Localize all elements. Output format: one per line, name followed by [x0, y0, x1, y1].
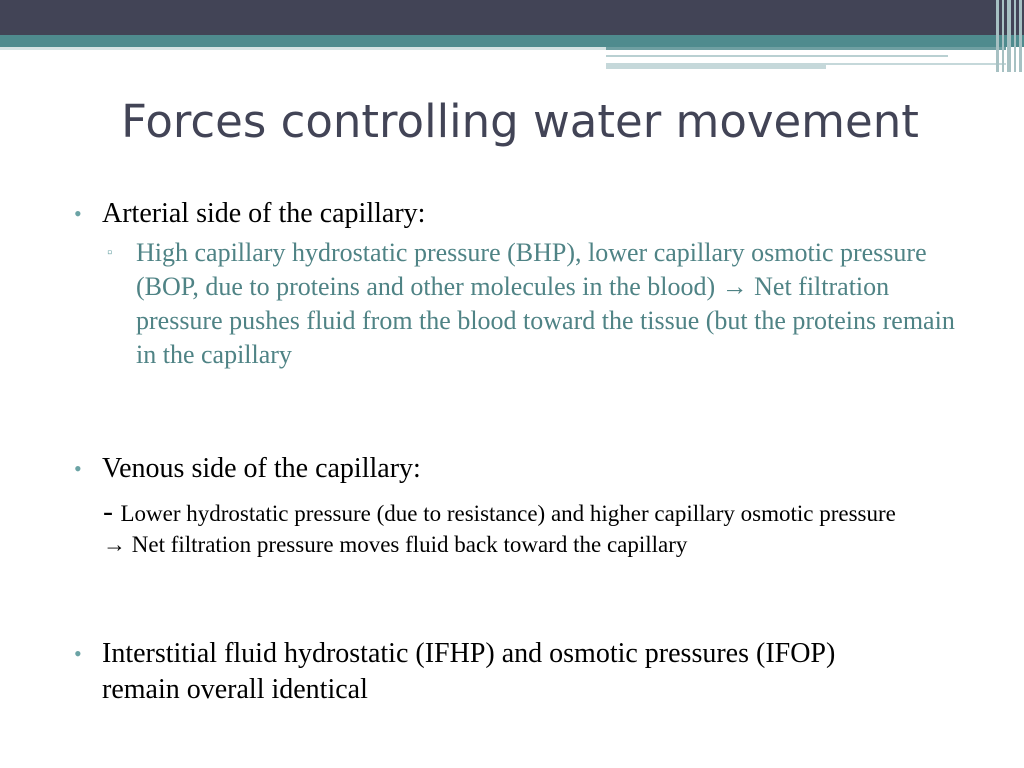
bullet-venous	[74, 451, 421, 487]
bullet-arterial-text: Arterial side of the capillary:	[102, 198, 426, 229]
header-bar	[0, 0, 1024, 35]
slide-title: Forces controlling water movement	[121, 95, 919, 148]
bullet-icon: •	[74, 201, 82, 226]
sub-bullet-arterial	[107, 236, 956, 372]
bullet-interstitial	[74, 636, 862, 708]
sub-text-venous	[103, 496, 923, 560]
decor-vertical-bars	[994, 0, 1024, 72]
bullet-arterial	[74, 196, 426, 232]
decor-stripe	[606, 47, 1006, 50]
sub-bullet-arterial-text: High capillary hydrostatic pressure (BHP), lower capillary osmotic pressure (BOP, due to proteins and other molecules in the blood) → Net filtration pressure pushes fluid from the blood toward the tissue (but the proteins remain in the capillary	[136, 238, 955, 369]
bullet-icon: •	[74, 641, 82, 666]
square-bullet-icon: ▫	[107, 245, 113, 261]
decor-stripe	[606, 55, 948, 57]
header-accent-band	[0, 35, 1024, 47]
dash-marker: -	[103, 495, 121, 528]
bullet-icon: •	[74, 456, 82, 481]
bullet-interstitial-text: Interstitial fluid hydrostatic (IFHP) and osmotic pressures (IFOP) remain overall identical	[102, 638, 836, 705]
sub-text-venous-body: Lower hydrostatic pressure (due to resistance) and higher capillary osmotic pressure → Net filtration pressure moves fluid back toward the capillary	[103, 501, 896, 557]
decor-stripe	[606, 63, 826, 69]
decor-stripe	[0, 47, 606, 50]
bullet-venous-text: Venous side of the capillary:	[102, 453, 421, 484]
decor-stripe	[826, 63, 1006, 65]
